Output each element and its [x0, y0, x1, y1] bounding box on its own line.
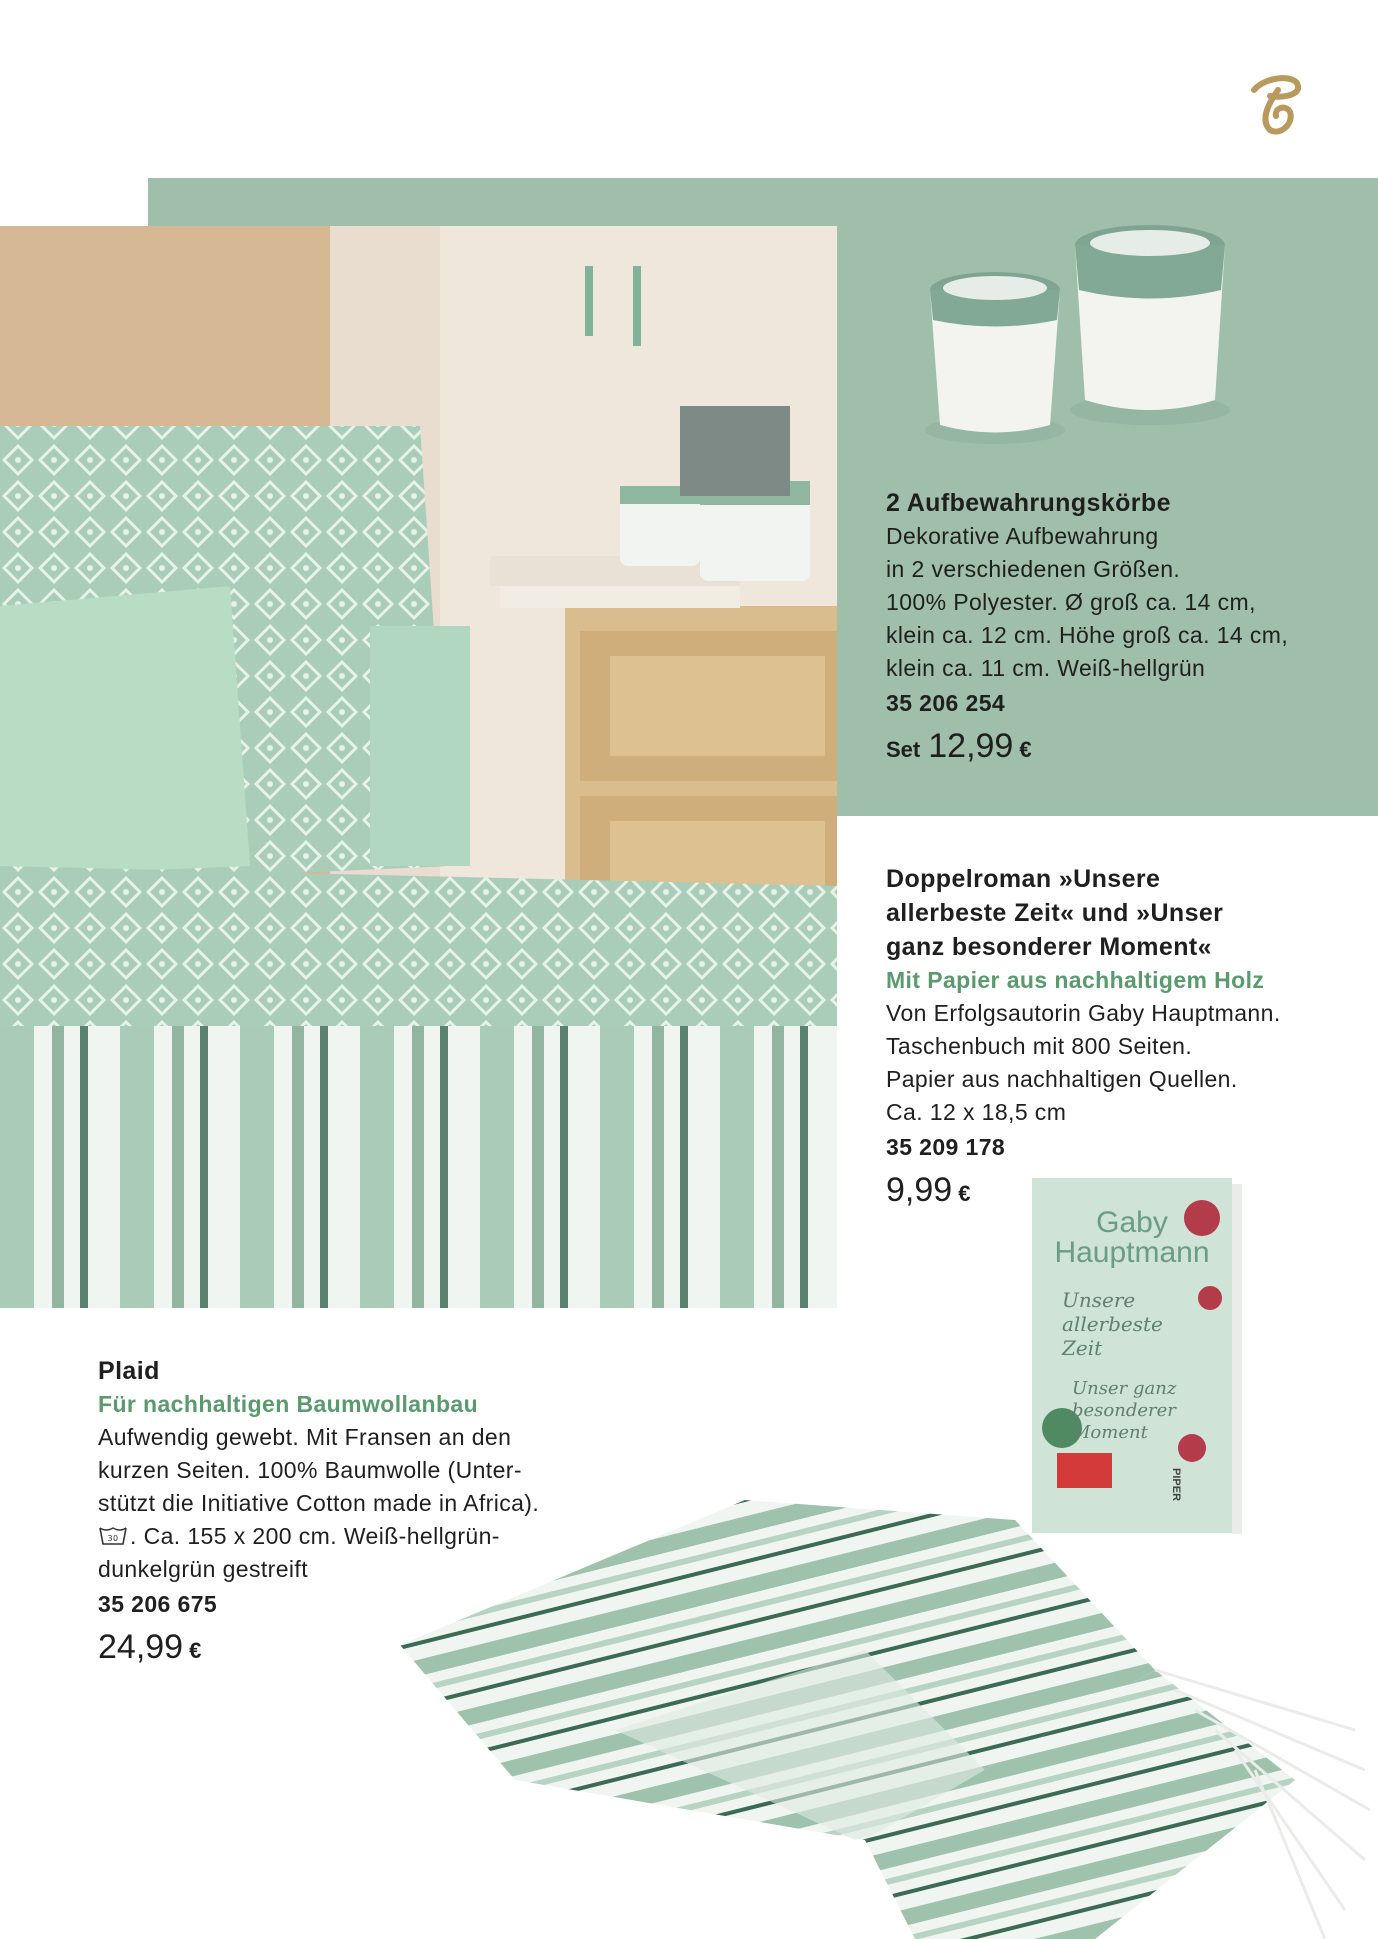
- article-number: 35 206 254: [886, 690, 1006, 716]
- product-subtitle: Mit Papier aus nachhaltigem Holz: [886, 967, 1265, 993]
- storage-baskets-image: [915, 215, 1245, 465]
- book-author-last: Hauptmann: [1054, 1236, 1210, 1269]
- price-unit: Set: [886, 737, 921, 762]
- product-title-line: Doppelroman »Unsere: [886, 865, 1161, 893]
- tchibo-logo-icon: [1240, 68, 1310, 138]
- product-desc-line: Dekorative Aufbewahrung: [886, 523, 1159, 549]
- article-number: 35 209 178: [886, 1134, 1006, 1160]
- product-title-line: ganz besonderer Moment«: [886, 933, 1212, 961]
- product-desc-line: dunkelgrün gestreift: [98, 1556, 309, 1582]
- book-title-a: Unsere allerbeste Zeit: [1062, 1288, 1163, 1360]
- product-book: [886, 862, 1281, 1210]
- price-currency: €: [189, 1638, 202, 1663]
- product-subtitle: Für nachhaltigen Baumwollanbau: [98, 1391, 479, 1417]
- product-desc-line: 100% Polyester. Ø groß ca. 14 cm,: [886, 589, 1256, 615]
- bedroom-photo: [0, 226, 837, 1308]
- price-value: 24,99: [98, 1628, 184, 1666]
- product-desc-line: Von Erfolgsautorin Gaby Hauptmann.: [886, 1000, 1281, 1026]
- product-title-line: allerbeste Zeit« und »Unser: [886, 899, 1224, 927]
- book-publisher: PIPER: [1170, 1468, 1182, 1502]
- product-title: Plaid: [98, 1357, 160, 1385]
- wash-temperature: 30: [107, 1534, 119, 1543]
- price-value: 9,99: [886, 1171, 953, 1209]
- product-desc-line: in 2 verschiedenen Größen.: [886, 556, 1181, 582]
- plaid-blanket-image: [395, 1480, 1378, 1939]
- price-currency: €: [958, 1181, 971, 1206]
- price-currency: €: [1019, 737, 1032, 762]
- product-price: [886, 727, 1288, 766]
- product-baskets: [886, 486, 1288, 766]
- product-desc-line: Ca. 12 x 18,5 cm: [886, 1099, 1067, 1125]
- price-value: 12,99: [928, 727, 1014, 765]
- wash-line-text: . Ca. 155 x 200 cm. Weiß-hellgrün-: [130, 1523, 500, 1549]
- product-desc-line: klein ca. 11 cm. Weiß-hellgrün: [886, 655, 1206, 681]
- product-desc-line: klein ca. 12 cm. Höhe groß ca. 14 cm,: [886, 622, 1289, 648]
- book-author-first: Gaby: [1096, 1206, 1168, 1239]
- product-desc-line: Aufwendig gewebt. Mit Fransen an den: [98, 1424, 512, 1450]
- book-title-b: Unser ganz besonderer Moment: [1072, 1378, 1177, 1443]
- article-number: 35 206 675: [98, 1591, 218, 1617]
- product-title: 2 Aufbewahrungskörbe: [886, 489, 1171, 517]
- wash-30-icon: [98, 1525, 128, 1547]
- product-desc-line: stützt die Initiative Cotton made in Africa).: [98, 1490, 540, 1516]
- product-desc-line: Taschenbuch mit 800 Seiten.: [886, 1033, 1193, 1059]
- product-desc-line: Papier aus nachhaltigen Quellen.: [886, 1066, 1238, 1092]
- product-desc-line: kurzen Seiten. 100% Baumwolle (Unter-: [98, 1457, 522, 1483]
